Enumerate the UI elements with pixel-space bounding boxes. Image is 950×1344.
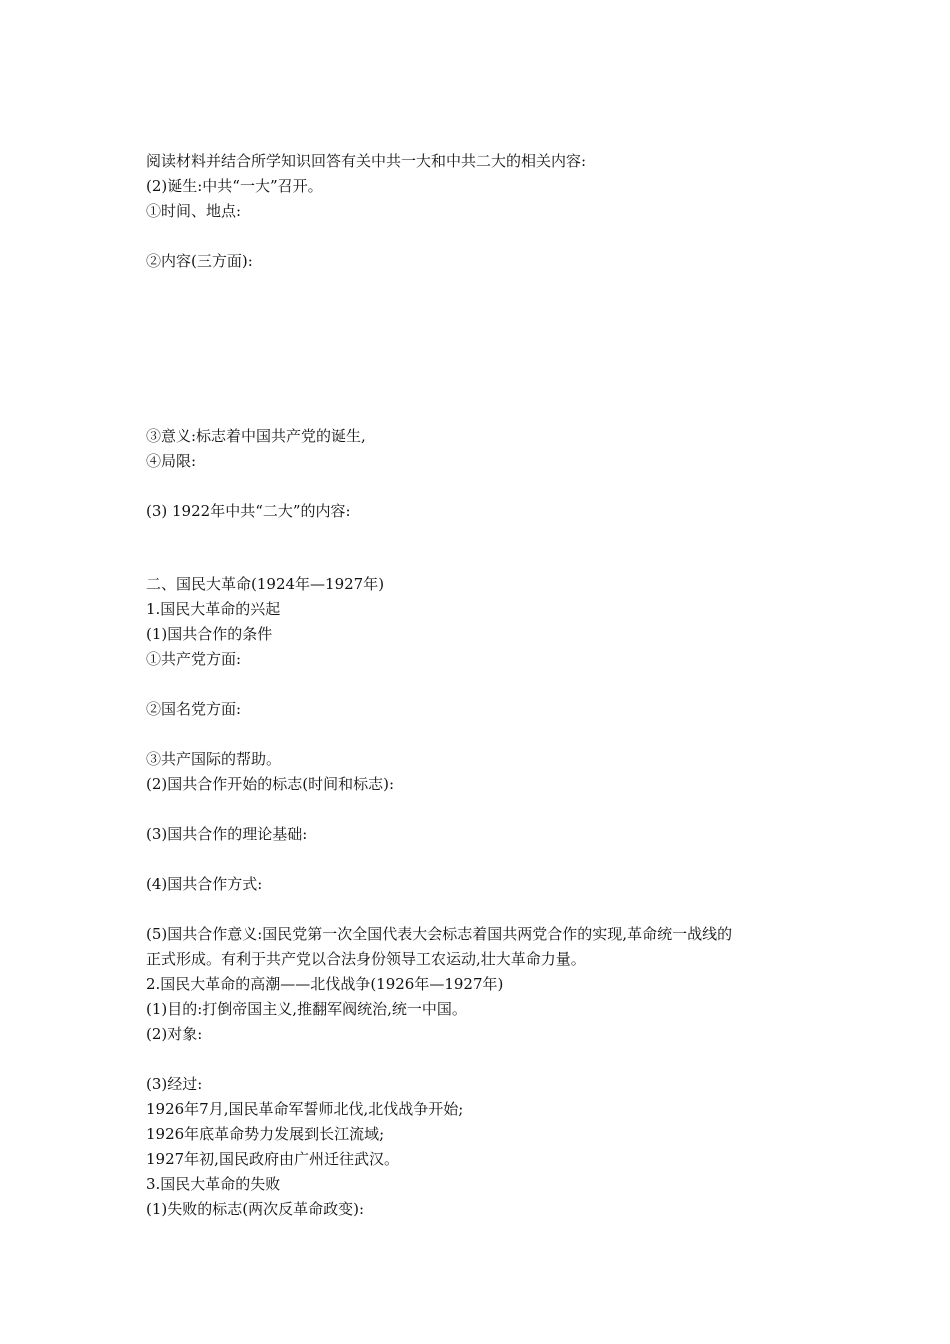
text-line: 正式形成。有利于共产党以合法身份领导工农运动,壮大革命力量。 <box>146 950 586 968</box>
text-line: 1926年7月,国民革命军誓师北伐,北伐战争开始; <box>146 1100 464 1118</box>
text-line: (1)国共合作的条件 <box>146 625 273 643</box>
text-line: ①时间、地点: <box>146 202 242 220</box>
text-line: (3)经过: <box>146 1075 203 1093</box>
text-line: (3)国共合作的理论基础: <box>146 825 308 843</box>
text-line: ④局限: <box>146 452 197 470</box>
text-line: ①共产党方面: <box>146 650 242 668</box>
text-line: 1926年底革命势力发展到长江流域; <box>146 1125 385 1143</box>
text-line: (2)对象: <box>146 1025 203 1043</box>
text-line: (5)国共合作意义:国民党第一次全国代表大会标志着国共两党合作的实现,革命统一战线的 <box>146 925 733 943</box>
text-line: (4)国共合作方式: <box>146 875 263 893</box>
subsection-heading: 2.国民大革命的高潮——北伐战争(1926年—1927年) <box>146 975 504 993</box>
text-line: (1)目的:打倒帝国主义,推翻军阀统治,统一中国。 <box>146 1000 467 1018</box>
text-line: (2)国共合作开始的标志(时间和标志): <box>146 775 395 793</box>
text-line: (1)失败的标志(两次反革命政变): <box>146 1200 365 1218</box>
intro-line: 阅读材料并结合所学知识回答有关中共一大和中共二大的相关内容: <box>146 152 587 170</box>
text-line: ②内容(三方面): <box>146 252 253 270</box>
text-line: 1927年初,国民政府由广州迁往武汉。 <box>146 1150 399 1168</box>
text-line: ③意义:标志着中国共产党的诞生, <box>146 427 366 445</box>
section-heading: 二、国民大革命(1924年—1927年) <box>146 575 385 593</box>
text-line: ③共产国际的帮助。 <box>146 750 282 768</box>
text-line: ②国名党方面: <box>146 700 242 718</box>
subsection-heading: 1.国民大革命的兴起 <box>146 600 281 618</box>
subsection-heading: 3.国民大革命的失败 <box>146 1175 281 1193</box>
text-line: (3) 1922年中共“二大”的内容: <box>146 502 351 520</box>
text-line: (2)诞生:中共“一大”召开。 <box>146 177 323 195</box>
